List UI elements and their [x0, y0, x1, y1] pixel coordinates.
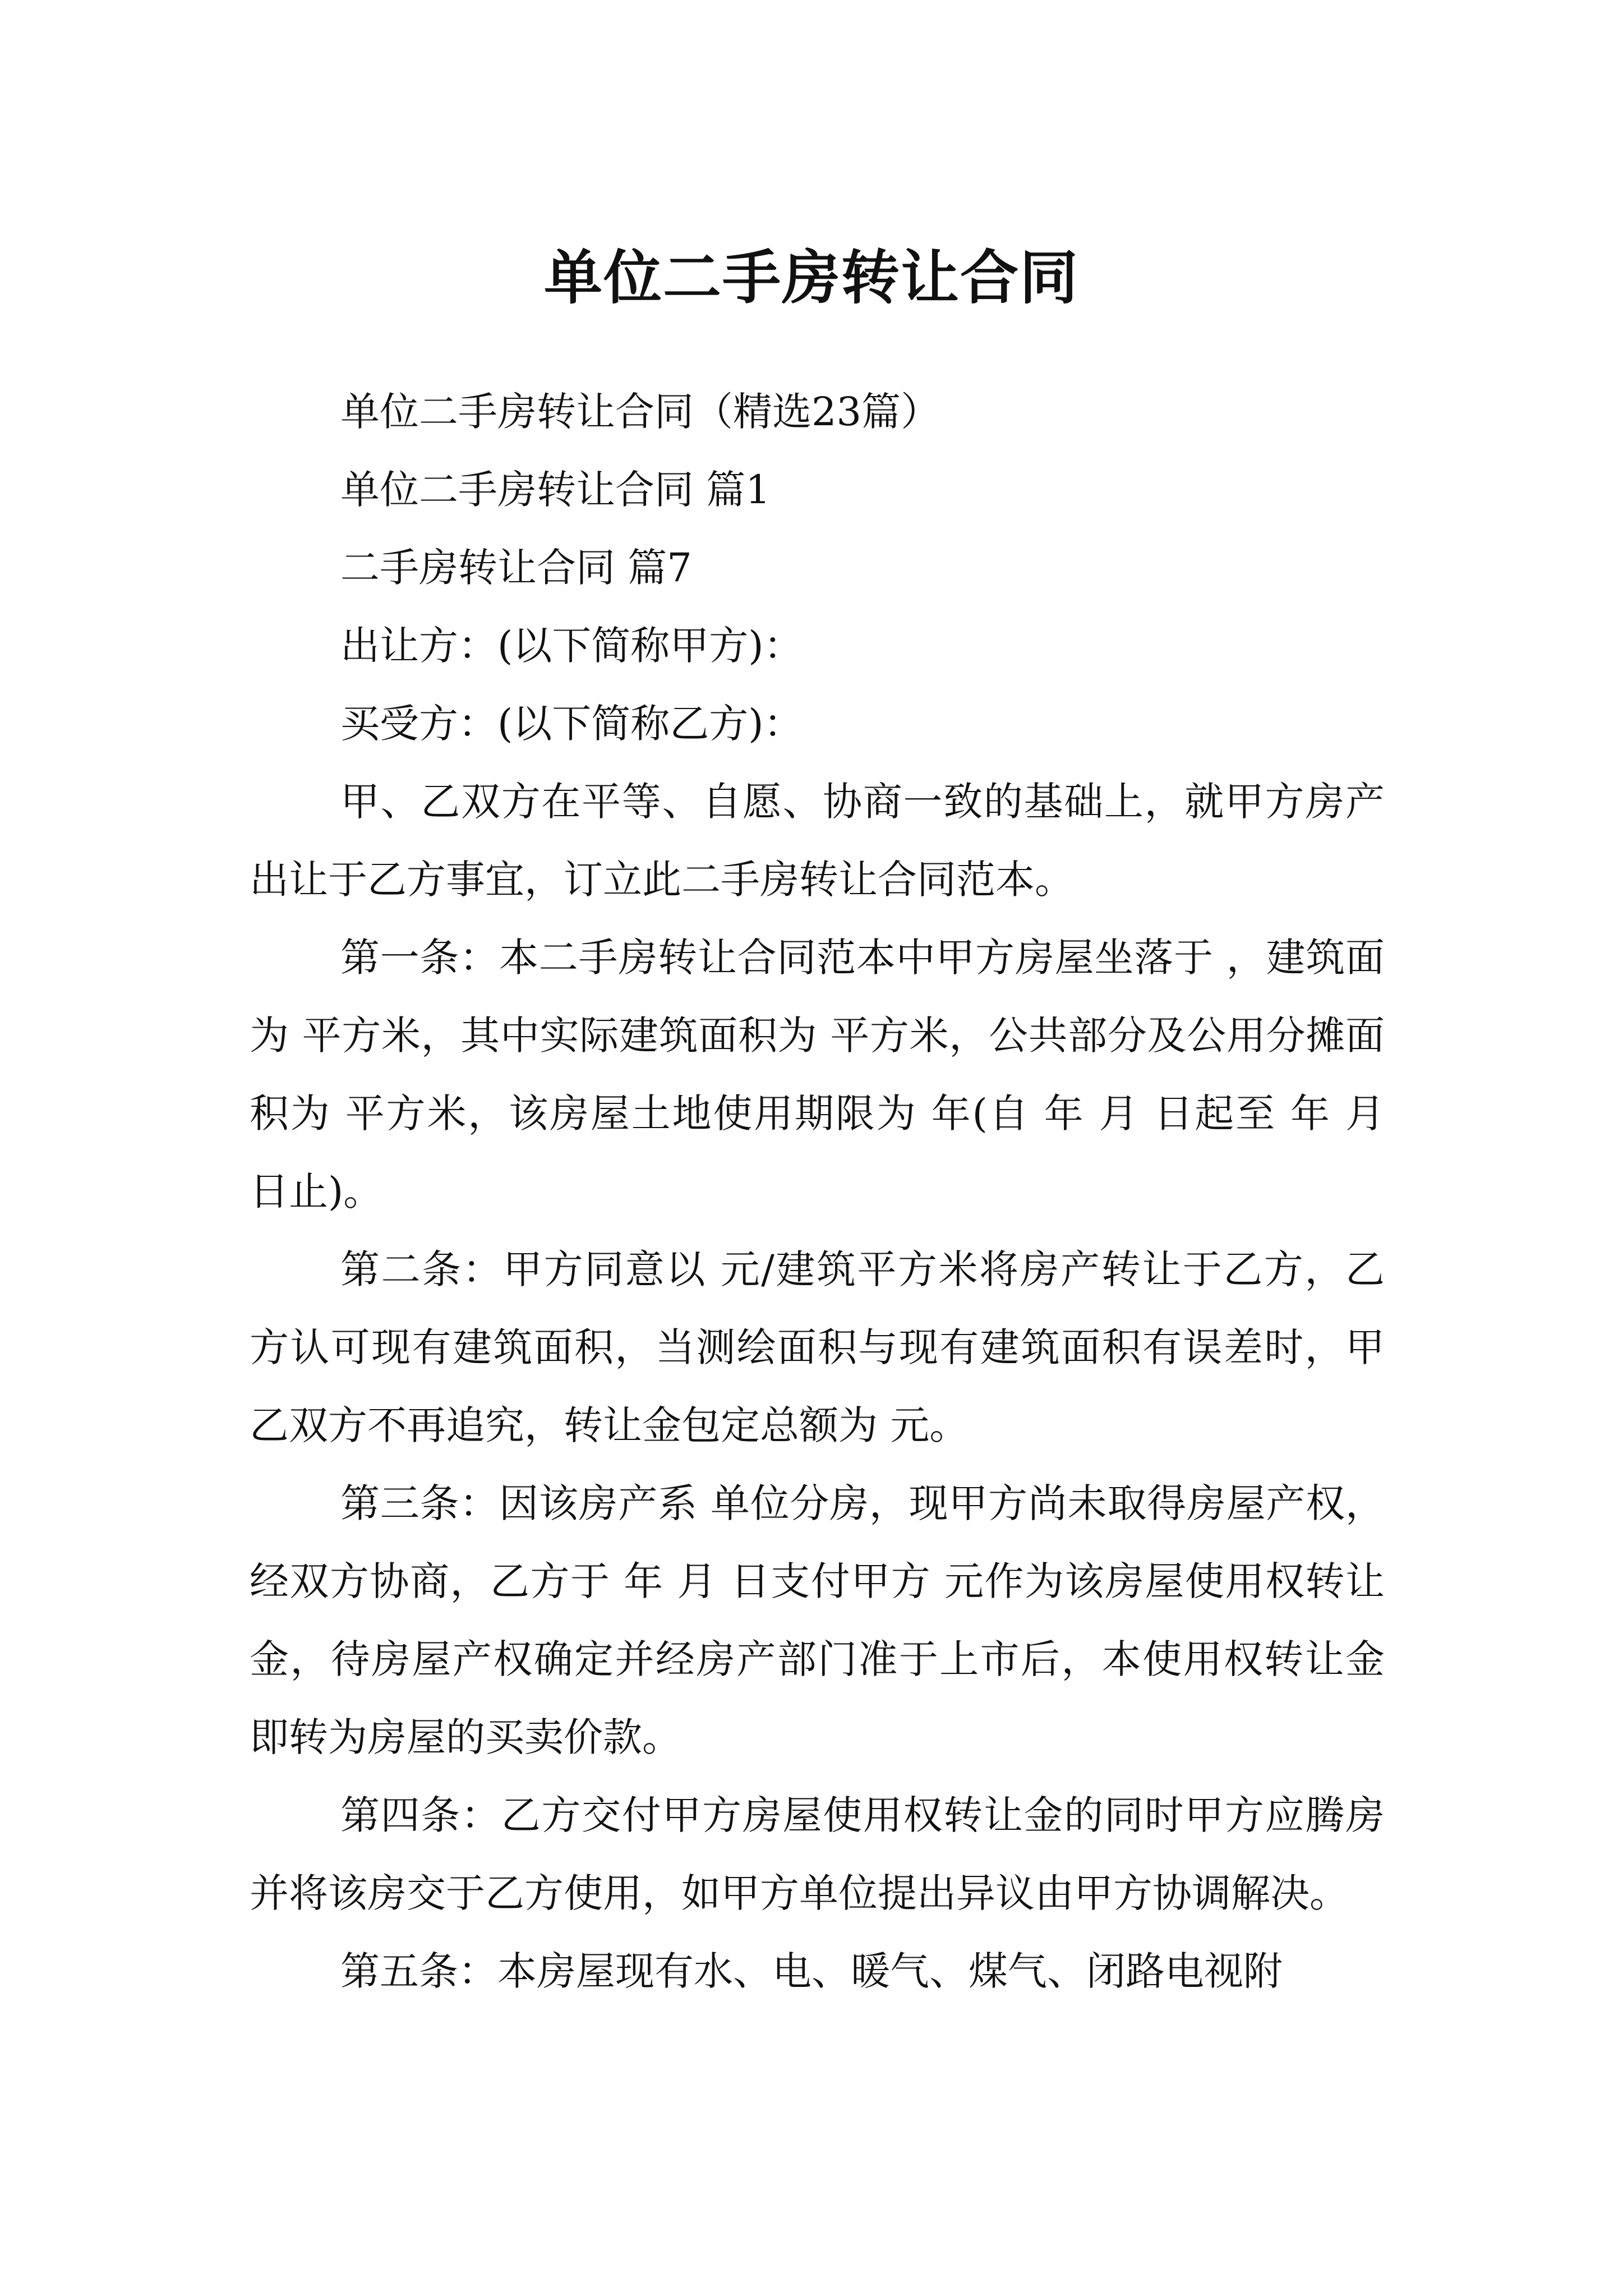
paragraph-article-2: 第二条：甲方同意以 元/建筑平方米将房产转让于乙方，乙方认可现有建筑面积，当测绘面积与现有建筑面积有误差时，甲乙双方不再追究，转让金包定总额为 元。: [250, 1246, 1385, 1448]
document-body: [250, 373, 1385, 2010]
document-title: 单位二手房转让合同: [543, 243, 1079, 312]
paragraph-section-title-1: 单位二手房转让合同 篇1: [340, 467, 771, 513]
paragraph-section-title-7: 二手房转让合同 篇7: [340, 545, 692, 591]
paragraph-collection-title: 单位二手房转让合同（精选23篇）: [340, 389, 940, 435]
paragraph-preamble: 甲、乙双方在平等、自愿、协商一致的基础上，就甲方房产出让于乙方事宜，订立此二手房转让合同范本。: [250, 779, 1385, 903]
paragraph-article-5: 第五条：本房屋现有水、电、暖气、煤气、闭路电视附: [340, 1948, 1283, 1994]
paragraph-party-b: 买受方：(以下简称乙方)：: [340, 701, 803, 747]
paragraph-article-1: 第一条：本二手房转让合同范本中甲方房屋坐落于 ，建筑面为 平方米，其中实际建筑面积为 平方米，公共部分及公用分摊面积为 平方米，该房屋土地使用期限为 年(自 年 月 日起至 年 月 日止)。: [250, 935, 1385, 1214]
paragraph-article-4: 第四条：乙方交付甲方房屋使用权转让金的同时甲方应腾房并将该房交于乙方使用，如甲方单位提出异议由甲方协调解决。: [250, 1792, 1385, 1916]
paragraph-article-3: 第三条：因该房产系 单位分房，现甲方尚未取得房屋产权，经双方协商，乙方于 年 月 日支付甲方 元作为该房屋使用权转让金，待房屋产权确定并经房产部门准于上市后，本使用权转让金即转为房屋的买卖价款。: [250, 1480, 1385, 1760]
paragraph-party-a: 出让方：(以下简称甲方)：: [340, 623, 803, 669]
